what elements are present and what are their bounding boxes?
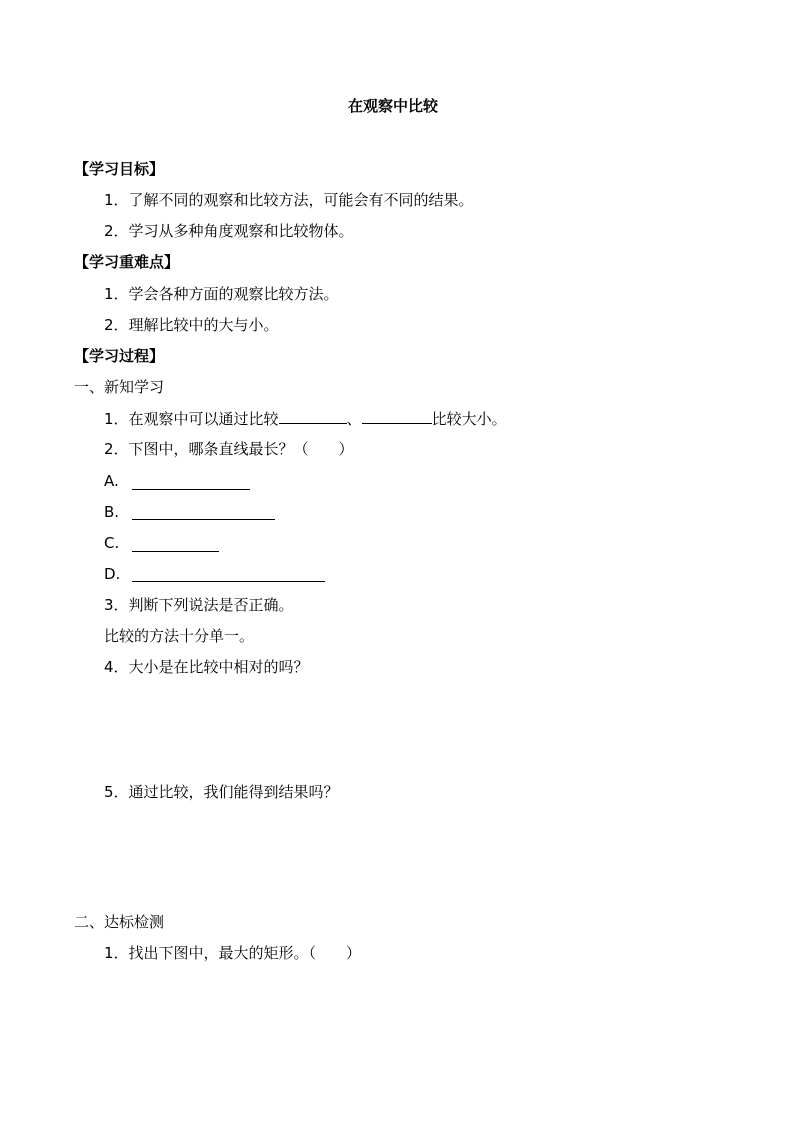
option-a-line xyxy=(132,489,250,490)
key-point-item-1: 1．学会各种方面的观察比较方法。 xyxy=(104,285,339,303)
goal-item-1: 1．了解不同的观察和比较方法，可能会有不同的结果。 xyxy=(104,191,474,209)
question-4: 4．大小是在比较中相对的吗？ xyxy=(104,658,309,676)
option-b-line xyxy=(132,519,275,520)
part2-heading: 二、达标检测 xyxy=(74,913,165,931)
question-1-prefix: 1．在观察中可以通过比较 xyxy=(104,410,279,428)
option-a-label: A. xyxy=(104,472,119,490)
question-1 xyxy=(104,409,507,428)
question-2-prefix: 2．下图中，哪条直线最长？（ xyxy=(104,440,309,458)
question-3: 3．判断下列说法是否正确。 xyxy=(104,596,294,614)
part2-question-1-prefix: 1．找出下图中，最大的矩形。（ xyxy=(104,944,317,962)
question-2-suffix: ） xyxy=(338,440,354,458)
answer-blank-2[interactable] xyxy=(362,409,432,424)
option-d-line xyxy=(132,581,325,582)
option-d-label: D. xyxy=(104,565,121,583)
question-1-separator: 、 xyxy=(346,410,362,428)
question-2 xyxy=(104,440,354,458)
section-header-key-points: 【学习重难点】 xyxy=(74,253,180,271)
answer-blank-1[interactable] xyxy=(279,409,347,424)
option-c-label: C. xyxy=(104,534,120,552)
page-title: 在观察中比较 xyxy=(348,97,439,115)
part1-heading: 一、新知学习 xyxy=(74,378,165,396)
question-1-suffix: 比较大小。 xyxy=(431,410,507,428)
option-c-line xyxy=(132,551,219,552)
section-header-goals: 【学习目标】 xyxy=(74,160,165,178)
section-header-process: 【学习过程】 xyxy=(74,347,165,365)
part2-question-1 xyxy=(104,944,361,962)
key-point-item-2: 2．理解比较中的大与小。 xyxy=(104,316,279,334)
question-5: 5．通过比较，我们能得到结果吗？ xyxy=(104,783,339,801)
part2-question-1-suffix: ） xyxy=(346,944,362,962)
goal-item-2: 2．学习从多种角度观察和比较物体。 xyxy=(104,222,354,240)
question-3-statement: 比较的方法十分单一。 xyxy=(104,627,255,645)
option-b-label: B. xyxy=(104,503,120,521)
